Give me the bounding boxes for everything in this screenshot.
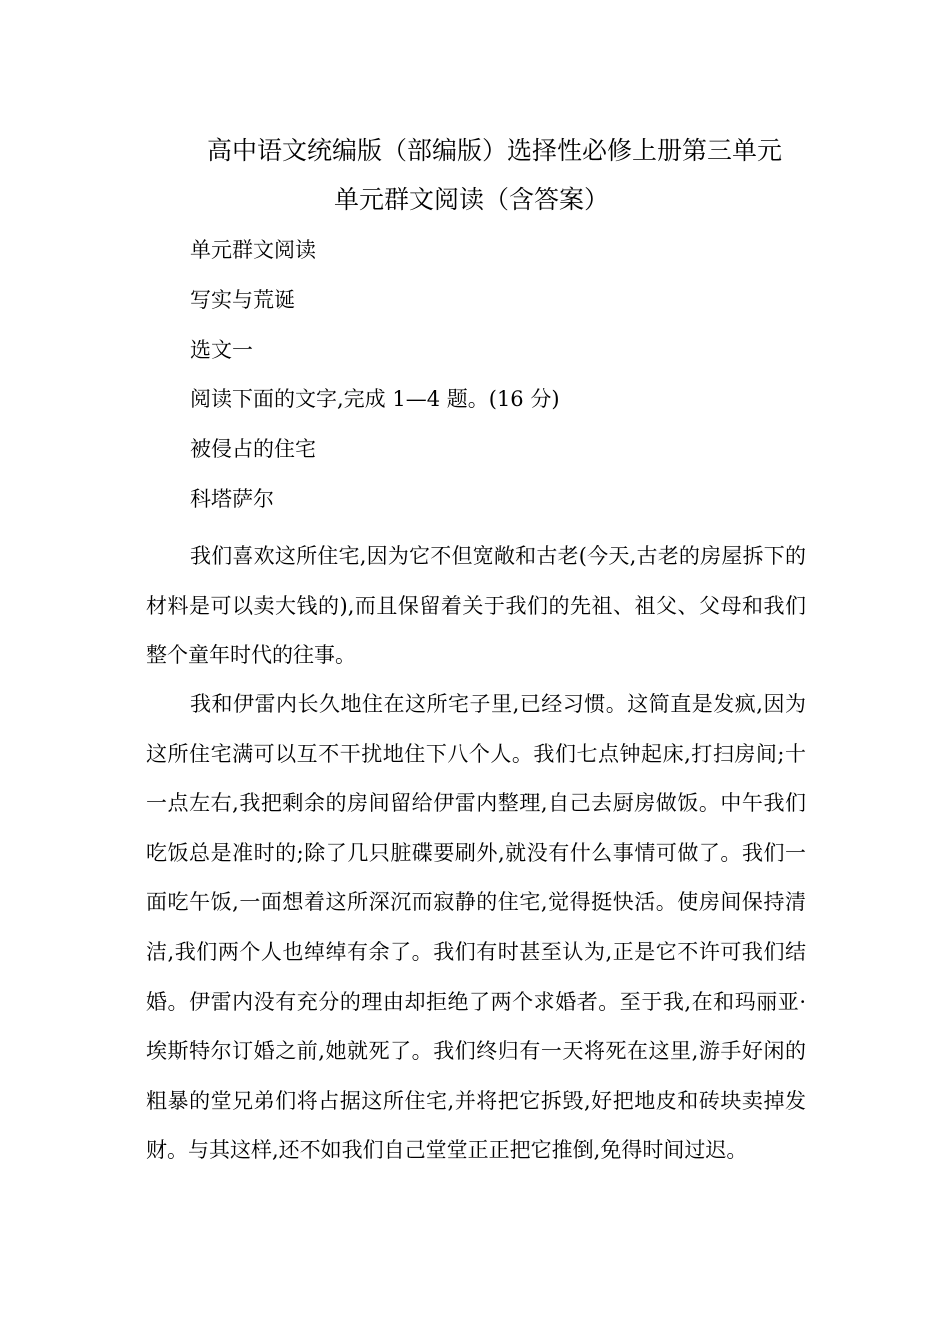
document-title-line-2: 单元群文阅读（含答案）	[334, 185, 610, 214]
passage-label: 选文一	[190, 338, 253, 362]
paragraph-1: 我们喜欢这所住宅,因为它不但宽敞和古老(今天,古老的房屋拆下的材料是可以卖大钱的),而且保留着关于我们的先祖、祖父、父母和我们整个童年时代的往事。	[146, 544, 806, 668]
section-heading: 单元群文阅读	[190, 238, 316, 262]
passage-author: 科塔萨尔	[190, 487, 274, 511]
document-title-line-1: 高中语文统编版（部编版）选择性必修上册第三单元	[207, 136, 783, 165]
passage-title: 被侵占的住宅	[190, 437, 316, 461]
instruction-text: 阅读下面的文字,完成 1—4 题。(16 分)	[190, 387, 560, 411]
paragraph-2: 我和伊雷内长久地住在这所宅子里,已经习惯。这简直是发疯,因为这所住宅满可以互不干扰地住下八个人。我们七点钟起床,打扫房间;十一点左右,我把剩余的房间留给伊雷内整理,自己去厨房做饭。中午我们吃饭总是准时的;除了几只脏碟要刷外,就没有什么事情可做了。我们一面吃午饭,一面想着这所深沉而寂静的住宅,觉得挺快活。使房间保持清洁,我们两个人也绰绰有余了。我们有时甚至认为,正是它不许可我们结婚。伊雷内没有充分的理由却拒绝了两个求婚者。至于我,在和玛丽亚·埃斯特尔订婚之前,她就死了。我们终归有一天将死在这里,游手好闲的粗暴的堂兄弟们将占据这所住宅,并将把它拆毁,好把地皮和砖块卖掉发财。与其这样,还不如我们自己堂堂正正把它推倒,免得时间过迟。	[146, 692, 806, 1163]
section-subheading: 写实与荒诞	[190, 288, 295, 312]
